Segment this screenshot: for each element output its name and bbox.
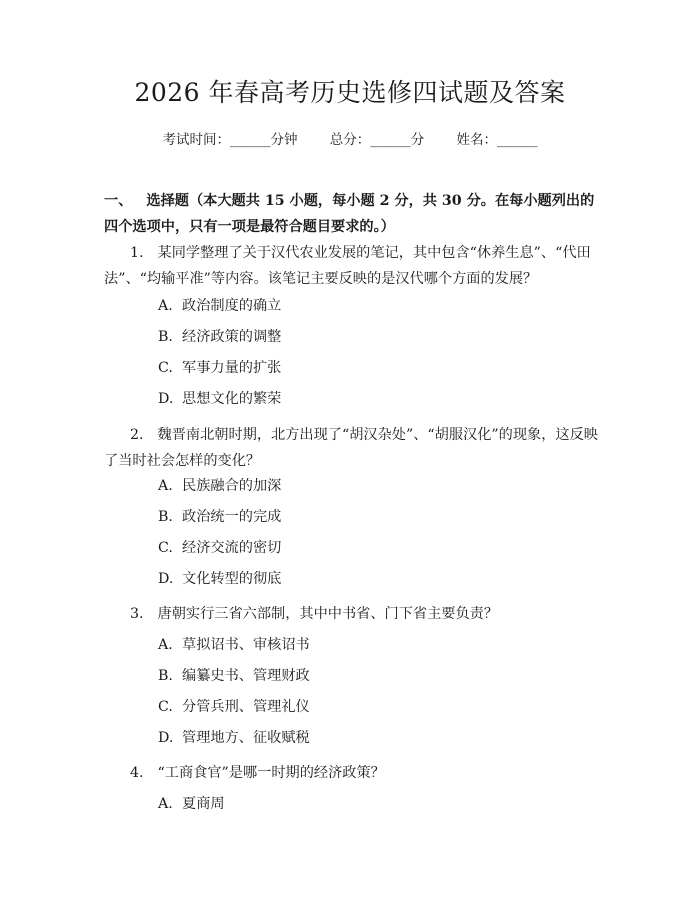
question-number: 4. <box>130 765 144 781</box>
question-1-option-b <box>158 327 281 347</box>
option-text: 军事力量的扩张 <box>182 360 282 376</box>
student-name-field: 姓名：______ <box>456 132 538 148</box>
question-text: “工商食官”是哪一时期的经济政策？ <box>157 765 385 781</box>
question-2 <box>104 422 604 474</box>
option-text: 思想文化的繁荣 <box>182 391 282 407</box>
document-title: 2026 年春高考历史选修四试题及答案 <box>134 78 566 107</box>
option-letter: D. <box>158 730 174 746</box>
question-1 <box>104 240 604 292</box>
option-text: 夏商周 <box>182 796 225 812</box>
question-number: 1. <box>130 245 144 261</box>
option-letter: D. <box>158 391 174 407</box>
question-3-option-b <box>158 666 310 686</box>
option-letter: C. <box>158 699 173 715</box>
exam-time-field: 考试时间：______分钟 <box>162 132 298 148</box>
option-letter: B. <box>158 668 173 684</box>
question-2-option-d <box>158 569 281 589</box>
option-text: 分管兵刑、管理礼仪 <box>182 699 310 715</box>
question-1-option-c <box>158 358 281 378</box>
option-letter: A. <box>158 796 173 812</box>
option-text: 编纂史书、管理财政 <box>182 668 310 684</box>
option-text: 政治制度的确立 <box>182 298 282 314</box>
question-3-option-d <box>158 728 310 748</box>
question-number: 3. <box>130 606 144 622</box>
option-text: 政治统一的完成 <box>182 509 282 525</box>
question-text: 某同学整理了关于汉代农业发展的笔记，其中包含“休养生息”、“代田法”、“均输平准”等内容。该笔记主要反映的是汉代哪个方面的发展？ <box>104 245 591 287</box>
question-number: 2. <box>130 427 144 443</box>
option-letter: B. <box>158 509 173 525</box>
exam-info-line <box>0 130 700 150</box>
option-text: 经济交流的密切 <box>182 540 282 556</box>
option-letter: D. <box>158 571 174 587</box>
section-heading <box>104 188 604 240</box>
question-4 <box>104 760 604 786</box>
question-1-option-a <box>158 296 281 316</box>
option-text: 经济政策的调整 <box>182 329 282 345</box>
option-text: 民族融合的加深 <box>182 478 282 494</box>
option-text: 管理地方、征收赋税 <box>182 730 310 746</box>
question-2-option-a <box>158 476 281 496</box>
question-3-option-c <box>158 697 310 717</box>
question-4-option-a <box>158 794 225 814</box>
option-letter: A. <box>158 478 173 494</box>
section-instructions: 选择题（本大题共 15 小题，每小题 2 分，共 30 分。在每小题列出的四个选项中，只有一项是最符合题目要求的。） <box>104 193 595 235</box>
option-letter: A. <box>158 298 173 314</box>
option-letter: C. <box>158 540 173 556</box>
option-text: 草拟诏书、审核诏书 <box>182 637 310 653</box>
question-1-option-d <box>158 389 281 409</box>
question-2-option-b <box>158 507 281 527</box>
option-letter: C. <box>158 360 173 376</box>
question-2-option-c <box>158 538 281 558</box>
question-3-option-a <box>158 635 310 655</box>
question-3 <box>104 601 604 627</box>
option-letter: A. <box>158 637 173 653</box>
section-number: 一、 <box>104 193 133 209</box>
question-text: 唐朝实行三省六部制，其中中书省、门下省主要负责？ <box>157 606 499 622</box>
option-text: 文化转型的彻底 <box>182 571 282 587</box>
question-text: 魏晋南北朝时期，北方出现了“胡汉杂处”、“胡服汉化”的现象，这反映了当时社会怎样的变化？ <box>104 427 598 469</box>
option-letter: B. <box>158 329 173 345</box>
total-score-field: 总分：______分 <box>329 132 425 148</box>
